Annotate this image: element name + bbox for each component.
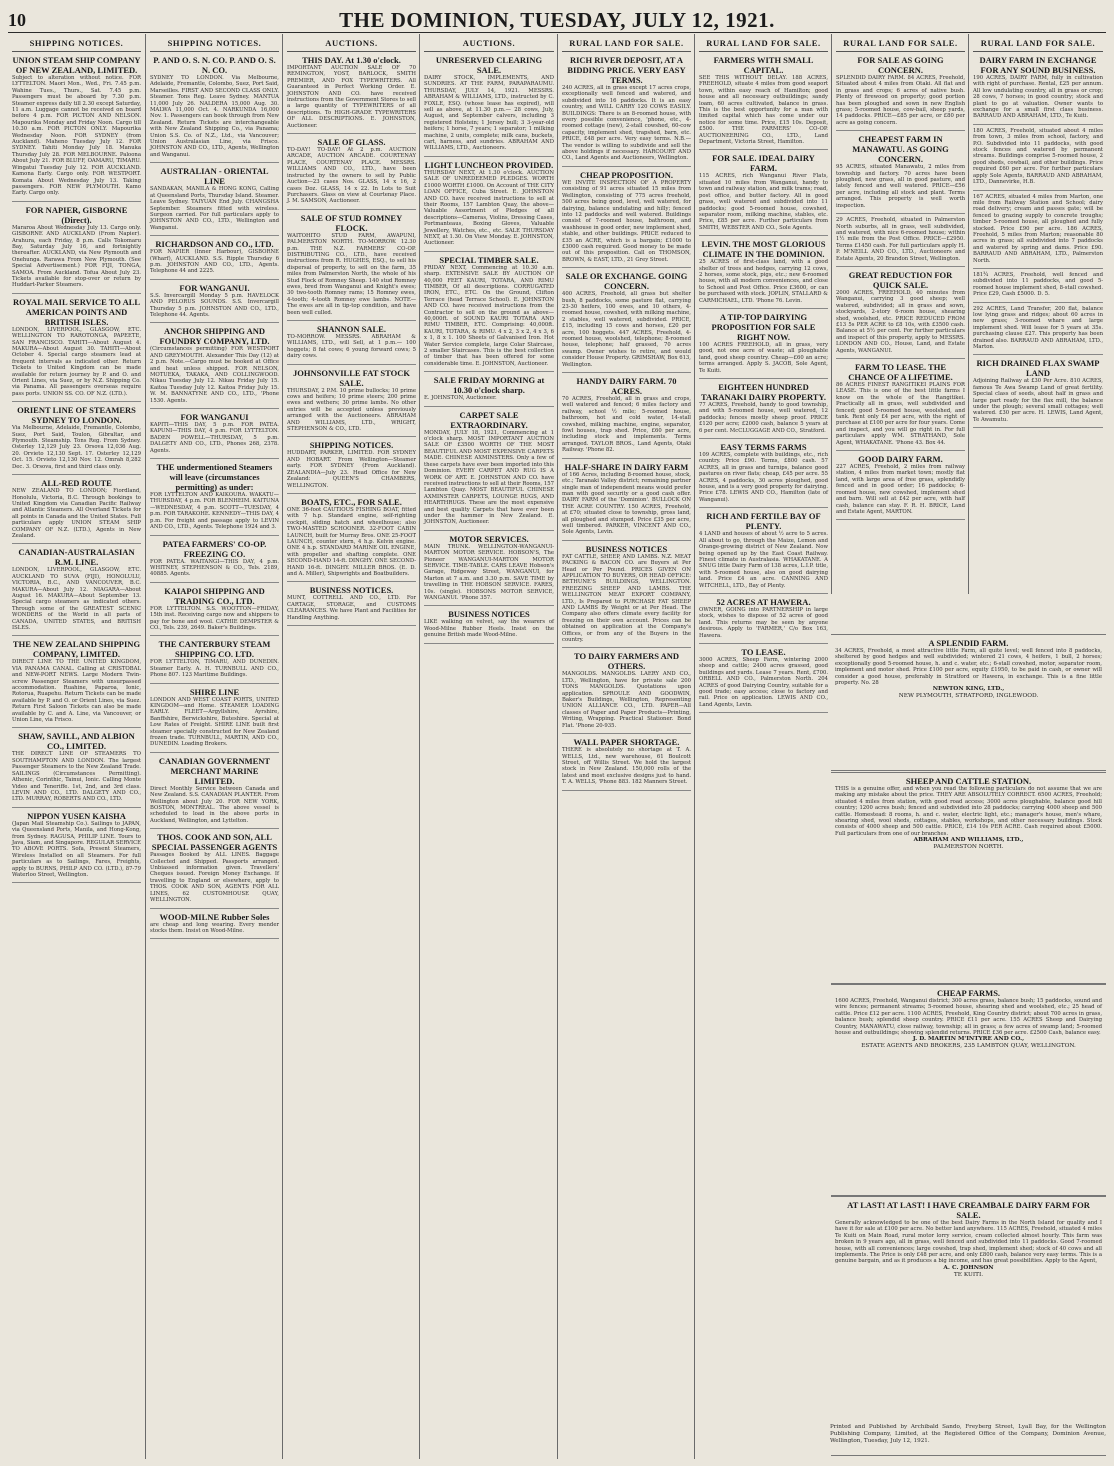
ad-heading: FOR WANGANUI [180,412,249,423]
column-heading: AUCTIONS. [424,34,554,52]
advertisement [12,475,141,544]
ad-heading: RICH AND FERTILE BAY OF PLENTY. [706,511,821,532]
ad-heading: CHEAP FARMS. [936,988,1001,998]
ad-body: 292 ACRES, Land Transfer, 200 flat, balance low lying grass and ridges; about 60 acres in new grass; 3-roomed whare and large implement shed. Will lease for 5 years at 35s. purchasing clause £27. This property has been drained also. BARRAUD AND ABRAHAM, LTD., Marton. [973,305,1103,351]
ad-body: 400 ACRES, Freehold, all grass but shelter bush, 8 paddocks, some pasture flat, carrying 23-30 heifers, 100 ewes, and 10 others, 4-roomed house, cowshed, with milking machine, 2 stables, well watered, subdivided. PRICE, £15, including 15 cows and horses, £20 per acre, 100 hoggets. 447 ACRES, Freehold, 4-roomed house, woolshed, telephone; 8-roomed house, telephone; half grassed, 70 acres swamp. Owner wishes to retire, and would consider House Property. GRIMSHAW, Box 613, Wellington. [562,291,691,368]
ad-body: 95 ACRES, situated Manawatu, 2 miles from township and factory. 70 acres have been ploughed, new grass, all in good pasture, and lately fenced and well watered. PRICE—£56 per acre, including all stock and plant. Terms arranged. This property is well worth inspection. [836,164,965,209]
ad-body: 1600 ACRES, Freehold, Wanganui district; 300 acres grass, balance bush; 15 paddocks, sound and wire fences; permanent streams; 5-roomed house, shearing shed and woolshed, etc.; 25 head of cattle. Price £12 per acre. 1100 ACRES, Freehold, King Country district; about 700 acres in grass, balance bush; splendid sheep country. PRICE £11 per acre. 155 ACRES Sheep and Dairying Country, MANAWATU, close railway, township; all in grass; a few acres of swamp land; 5-roomed house and outbuildings; showing splendid returns. PRICE £36 per acre. £2500 Cash, balance easy. [835,998,1102,1037]
ad-heading: MOTOR SERVICES. [449,533,529,544]
ad-body: 34 ACRES, Freehold, a most attractive little Farm, all quite level; well fenced into 8 paddocks, sheltered by good hedges and well subdivided; wintered 21 cows, 4 heifers, 1 bull, 2 horses; exceptionally good 5-roomed house, h. and c. water, etc.; 6-stall cowshed, motor, separator room, implement and motor shed. Price £100 per acre, equity £1950, to be paid in cash, or owner will consider a good house, preferably in Stratford or Hawera, in exchange. This is a fine little property. No. 28 [835,648,1102,687]
ad-body: LIKE walking on velvet, say the wearers of Wood-Milne Rubber Heels. Insist on the genuine British made Wood-Milne. [424,619,554,639]
advertisement [150,236,279,280]
ad-body: WAITOHITO STUD FARM, AWAPUNI, PALMERSTON NORTH. TO-MORROW. 12.30 p.m. THE N.Z. FARMERS' CO-OP. DISTRIBUTING CO., LTD., have received instructions from R. HUGHES, ESQ., to sell his dispersal of property, to sell on the farm, 35 miles from Palmerston North, the whole of his Stud Flock of Romney Sheep. 140 stud Romney ewes, bred from Wanganui and Knight's ewes; 30 two-tooth Romney rams; 15 Romney ewes, 4-tooth; 4-tooth Romney ewe lambs. NOTE—The ewes are all in tip-top condition, and have been well culled. [287,232,416,316]
ad-body: IMPORTANT AUCTION SALE OF 70 REMINGTON, YOST, BARLOCK, SMITH PREMIER, AND FOX TYPEWRITERS. All Guaranteed in Perfect Working Order. E. JOHNSTON AND CO. have received instructions from the Government Stores to sell a large quantity of TYPEWRITERS of all descriptions. To HIGH-GRADE TYPEWRITERS OF ALL DESCRIPTIONS. E. JOHNSTON, Auctioneer. [287,65,416,129]
page-number: 10 [8,9,26,30]
advertisement [287,210,416,321]
advertisement [699,150,828,236]
advertisement [150,536,279,583]
ad-heading: SHANNON SALE. [317,324,386,334]
ad-body: MANGOLDS. MANGOLDS. LAERY AND CO., LTD., Wellington, have for private sale 200 TONS MANGOLDS. Quotations upon application. SPROULE AND GOODWIN, Baker's Buildings, Wellington, Representing UNION ALLIANCE CO., LTD. PAPER—All classes of Paper and Paper Products—Printing, Writing, Wrapping. Practical Stationer. Bond Flat. 'Phone 20-935. [562,671,691,729]
ad-body: SYDNEY TO LONDON. Via Melbourne, Adelaide, Fremantle, Colombo, Suez, Port Said, Marseilles. FIRST AND SECOND CLASS ONLY. Steamer. Tons Reg. Leave Sydney. MANTUA 11,000 July 26. NALDERA 15,000 Aug. 30. MALWA 11,000 Oct. 4. NARKUNDA 16,000 Nov. 1. Passengers can book through from New Zealand. Return Tickets are interchangeable with New Zealand Shipping Co., via Panama; Union S.S. Co. of N.Z., Ltd., via Vancouver; Union Australasian Line, via Frisco. JOHNSTON AND CO., LTD., Agents, Wellington and Wanganui. [150,75,279,158]
advertisement [424,407,554,531]
advertisement [287,321,416,365]
ad-heading: GOOD DAIRY FARM. [858,454,943,465]
column-heading: AUCTIONS. [287,34,416,52]
column-heading: RURAL LAND FOR SALE. [562,34,691,52]
ad-body: Mararoa About Wednesday July 13. Cargo only. GISBORNE AND AUCKLAND (From Napier). Arahura, each Friday, 8 p.m. Calls Tokomaru Bay, Saturday July 16, and fortnightly thereafter. AUCKLAND, via New Plymouth and Onehunga. Rarawa From New Plymouth. (See Special Advertisement.) FOR FIJI, TONGA, SAMOA. From Auckland. Tofua About July 23. Tickets available for stop-over or return by Huddart-Parker Steamers. [12,224,141,289]
column-6 [694,34,832,1459]
advertisement [699,594,828,644]
ad-body: 180 ACRES, Freehold, situated about 4 miles from town, 3 miles from school, factory, and P.O. Subdivided into 11 paddocks, with good stock fences and watered by permanent streams. Buildings comprise 5-roomed house, 2 good sheds, cowbail, and other buildings. Price required £60 per acre. For further particulars apply Sole Agents, BARRAUD AND ABRAHAM, LTD., Dannevirke, H.B. [973,127,1103,186]
ad-body: THE DIRECT LINE OF STEAMERS TO SOUTHAMPTON AND LONDON. The largest Passenger Steamers to the New Zealand Trade. SAILINGS (Circumstances Permitting). Athenic, Corinthic, Tainui, Ionic. Calling Monte Video and Teneriffe. 1st, 2nd, and 3rd class. LEVIN AND CO., LTD. DALGETY AND CO., LTD. MURRAY, ROBERTS AND CO., LTD. [12,751,141,803]
wide-advertisement [831,984,1106,1196]
ad-heading: RICH RIVER DEPOSIT, AT A BIDDING PRICE. VERY EASY TERMS. [567,55,686,85]
ad-heading: TO LEASE. [741,646,786,657]
ad-body: Passages Booked by ALL LINES. Baggage Collected and Shipped. Passports arranged. Unbiassed information given. Travellers' Cheques issued. Foreign Money Exchange. If travelling to England or elsewhere, apply to THOS. COOK AND SON, AGENTS FOR ALL LINES, 62 CUSTOMHOUSE QUAY, WELLINGTON. [150,852,279,904]
wide-advertisement [831,634,1106,771]
advertisement [835,773,1102,855]
advertisement [973,303,1103,356]
ad-heading: SHEEP AND CATTLE STATION. [905,776,1032,786]
ad-heading: RICHARDSON AND CO., LTD. [155,239,274,250]
advertisement [699,236,828,309]
ad-heading: CARPET SALE EXTRAORDINARY. [450,409,528,430]
column-7 [831,34,969,594]
column-1 [8,34,145,1459]
advertisement [150,280,279,324]
ad-body: LONDON AND WEST COAST PORTS, UNITED KINGDOM—and Home. STEAMER LOADING EARLY. FLEET—Argyllshire, Ayrshire, Banffshire, Berwickshire, Buteshire. Special at Low Rates of Freight. SHIRE LINE built first steamer specially constructed for New Zealand frozen trade. TURNBULL, MARTIN, AND CO., DUNEDIN. Loading Brokers. [150,696,279,748]
advertisement [12,402,141,475]
ad-heading: ROYAL MAIL SERVICE TO ALL AMERICAN POINTS AND BRITISH ISLES. [12,296,141,327]
advertisement [562,52,691,167]
advertisement [699,508,828,594]
advertisement [150,636,279,683]
advertisement [12,52,141,202]
ad-body: FOR NAPIER (Inner Harbour), GISBORNE (Wharf), AUCKLAND. S.S. Ripple Thursday 6 p.m. JOHNSTON AND CO., LTD., Agents. Telephone 44 and 2225. [150,249,279,275]
ad-body: OWNER, GOING into PARTNERSHIP in large stock, wishes to dispose of 52 acres of good land. This returns may be seen by anyone desirous. Apply to 'FARMER,' C/o Box 163, Hawera. [699,606,828,639]
ad-body: FAT CATTLE, SHEEP, AND LAMBS. N.Z. MEAT PACKING & BACON CO. are Buyers at Per Head or Per Pound. PRICES GIVEN ON APPLICATION TO BUYERS, OR HEAD OFFICE: BETHUNE'S BUILDINGS, WELLINGTON. FREEZING SHEEP AND LAMBS. THE WELLINGTON MEAT EXPORT COMPANY, LTD., Is Prepared to PURCHASE FAT SHEEP AND LAMBS By Weight or at Per Head. The Company also offers climate every facility for freezing on their own account. Prices can be obtained on application at the Company's Offices, or from any of the Buyers in the country. [562,553,691,644]
ad-heading: EASY TERMS FARMS [720,442,807,453]
ad-body: LONDON, LIVERPOOL, GLASGOW, ETC. AUCKLAND TO SUVA (FIJI), HONOLULU, VICTORIA, B.C., AND VANCOUVER, B.C. MAKURA—About July 12. NIAGARA—About August 16. MAKURA—About September 13. Special cargo steamers as indicated others. Through some of the GREATEST SCENIC WONDERS of the World in all parts of CANADA, UNITED STATES, and BRITISH ISLES. [12,567,141,631]
ad-body: S.S. Invercargill Monday 5 p.m. HAVELOCK AND PELORUS SOUNDS. S.S. Invercargill Thursday 5 p.m. JOHNSTON AND CO., LTD., Telephone 44. Agents. [150,292,279,318]
advertisement [12,294,141,402]
advertisement [699,439,828,508]
ad-body: 4 LAND and houses of about ½ acre to 5 acres. All about to go, through the Maize, Lemon and Orange-growing district of New Zealand. Now being opened up by the East Coast Railway. Finest climate in Australasia. WHAKATANE. A SNUG little Dairy Farm of 138 acres, L.I.P. title, with 5-roomed house, also on good dairying land. Price £4 an acre. CANNING AND WITCHELL, LTD., Bay of Plenty. [699,531,828,589]
advertisement [562,268,691,373]
advertisement [150,323,279,409]
ad-heading: SPECIAL TIMBER SALE. [439,254,539,265]
ad-body: KAPITI—THIS DAY, 5 p.m. FOR PATEA. KAPUNI—THIS DAY, 4 p.m. FOR LYTTELTON. BADEN POWELL—THURSDAY, 5 p.m. DALGETY AND CO., LTD., Phones 268, 2378. Agents. [150,422,279,454]
wide-advertisement [831,1196,1106,1456]
ad-body: THURSDAY, 2 P.M. 10 prime bullocks; 10 prime cows and heifers; 10 prime steers; 200 prime ewes and wethers; 30 prime lambs. No other entries will be accepted unless previously arranged with the Auctioneers. ABRAHAM AND WILLIAMS, LTD., WRIGHT, STEPHENSON & CO., LTD. [287,387,416,433]
ad-heading: GREAT REDUCTION FOR QUICK SALE. [848,269,953,290]
advertisement [150,583,279,637]
ad-heading: WALL PAPER SHORTAGE. [573,737,680,748]
ad-heading: SALE OR EXCHANGE. GOING CONCERN. [565,271,688,292]
ad-body: THURSDAY NEXT, At 1.30 o'clock. AUCTION SALE OF UNREDEEMED PLEDGES. WORTH £1000 WORTH £1000. On Account of THE CITY LOAN OFFICE, Cuba Street. E. JOHNSTON AND CO. have received instructions to sell at their Rooms, 157 Lambton Quay, the above— Valuable Assortment of Pledges of all descriptions—Cameras, Violins, Dressing Cases, Portmanteaus, Boxing Gloves, Valuable Jewellery, Watches, etc., etc. SALE THURSDAY NEXT, at 1.30. On View Monday. E. JOHNSTON, Auctioneer. [424,169,554,247]
ad-heading: EIGHTEEN HUNDRED TARANAKI DAIRY PROPERTY. [701,382,826,402]
advertisement [562,167,691,268]
advertisement [150,409,279,459]
ad-agent-address: PALMERSTON NORTH. [933,844,1004,851]
ad-heading: CANADIAN GOVERNMENT MERCHANT MARINE LIMITED. [158,755,271,786]
advertisement [424,606,554,643]
advertisement [287,134,416,210]
ad-heading: NIPPON YUSEN KAISHA [27,810,126,821]
ad-heading: PATEA FARMERS' CO-OP. FREEZING CO. [162,538,267,559]
ad-heading: SHIPPING NOTICES. [309,440,394,451]
ad-body: Via Melbourne, Adelaide, Fremantle, Colombo, Suez, Port Said, Toulon, Gibraltar, and Plymouth. Steamship. Tons Reg. From Sydney. Osterley 12,129 July 23. Orsova 12,036 Aug. 20. Orvieto 12,130 Sept. 17. Osterley 12,129 Oct. 15. Orvieto 12,130 Nov. 12. Omrah 8,282 Dec. 3. Orsova, first and third class only. [12,425,141,470]
advertisement [150,163,279,236]
ad-heading: BUSINESS NOTICES. [309,585,394,596]
advertisement [835,1197,1102,1283]
ad-heading: THE NEW ZEALAND SHIPPING COMPANY, LIMITED. [12,639,141,660]
ad-heading: FOR SALE AS GOING CONCERN. [857,55,944,75]
ad-body: DAIRY STOCK, IMPLEMENTS, AND SUNDRIES. AT THE FARM, PARAPARAUMU. THURSDAY, JULY 14, 1921. MESSRS. ABRAHAM & WILLIAMS, LTD., instructed by C. FOXLE, ESQ. (whose lease has expired), will sell as above, at 11.30 p.m.— 28 cows, July, August, and September calvers, including 3 registered Holstein; 1 Jersey bull; 3 3-year-old heifers; 1 horse, 7 years; 1 separator; 1 milking machine, 2 units, complete; milk cans, buckets, cart, harness, and sundries. ABRAHAM AND WILLIAMS, LTD., Auctioneers. [424,75,554,152]
ad-body: 3000 ACRES, Sheep Farm, wintering 2000 sheep and cattle; 2400 acres grassed, good buildings and yards. Lease 7 years. Rent, £700. ORBELL AND CO., Palmerston North. 204 ACRES of good Dairying Country, suitable for a good trade; easy access; close to factory and rail. Price on application. LEWIS AND CO., Land Agents, Levin. [699,656,828,708]
ad-heading: ORIENT LINE OF STEAMERS SYDNEY TO LONDON. [17,405,136,426]
advertisement [150,753,279,829]
ad-heading: UNRESERVED CLEARING SALE. [435,55,543,75]
advertisement [12,202,141,294]
ad-body: WE INVITE INSPECTION OF A PROPERTY consisting of 91 acres situated 15 miles from Wellington, consisting of 775 acres freehold, 500 acres being good, level, well watered, for dairying, balance undulating and hilly; fenced into 12 paddocks and well watered. Buildings consist of 7-roomed house, bathroom, and washhouse in good order, new implement shed, stable, and other buildings. PRICE reduced to £35 an ACRE, which is a bargain; £1000 to £3000 cash required. Good money to be made out of this proposition. Call on THOMSON, BROWN, & EAST, LTD., 21 Grey Street. [562,179,691,263]
ad-body: THIS is a genuine offer, and when you read the following particulars do not assume that we are making any mistake about the price. THEY ARE ABSOLUTELY CORRECT. 6500 ACRES, Freehold; situated 4 miles from station, with good road access; 3000 acres ploughable, balance good hill country; 1200 acres bush; fenced and subdivided into 28 paddocks; carrying 4000 sheep and 500 cattle. Homestead: 8 rooms, h. and c. water, electric light, etc.; manager's house, men's whare, shearing shed, wool sheds, cottages, stables, workshops, and other necessary buildings. Stock consists of 4000 sheep and 500 cattle. PRICE, £14 10s PER ACRE. Cash required about £5000. Full particulars from one of our branches. [835,786,1102,837]
advertisement [562,459,691,541]
ad-body: THERE is absolutely no shortage at T. A. WELLS, Ltd., new warehouse, 61 Boulcott Street, off Willis Street. We hold the largest stock in New Zealand. 150,000 rolls of the latest and most exclusive designs just to hand. T. A. WELLS, 'Phone 883. 182 Manners Street. [562,747,691,786]
advertisement [150,829,279,908]
ad-heading: A SPLENDID FARM. [928,638,1009,648]
ad-heading: CANADIAN-AUSTRALASIAN R.M. LINE. [18,547,135,568]
ad-heading: CHEAP PROPOSITION. [579,169,674,180]
advertisement [424,531,554,607]
ad-heading: DAIRY FARM IN EXCHANGE FOR ANY SOUND BUSINESS. [979,55,1097,75]
advertisement [424,52,554,157]
ad-body: 86 ACRES FINEST RANGITIKEI PLAINS FOR LEASE. This is one of the best little farms I know on the whole of the Rangitikei. Practically all in grass, well subdivided and fenced; good 5-roomed house, woolshed, and tank. Rent only £4 per acre, with the right of purchase at £100 per acre for four years. Come and inspect, and you will go right in. For full particulars apply WM. STRATHAND, Sole Agent, WHAKATANE. 'Phone 43. Box 44. [836,382,965,446]
ad-heading: ALL-RED ROUTE [41,478,112,489]
ad-body: 70 ACRES, Freehold, all in grass and crops, well watered and fenced; 6 miles factory and railway, school ½ mile; 5-roomed house, bathroom, hot and cold water, 14-stall cowshed, milking machine, engine, separator, fowl houses, trap shed. Price, £60 per acre, including stock and implements. Terms arranged. TAYLOR BROS., Land Agents, Otaki Railway. 'Phone 82. [562,396,691,454]
ad-heading: FARM TO LEASE. THE CHANCE OF A LIFETIME. [848,362,953,382]
ad-body: 167 ACRES, situated 4 miles from Marton, one mile from Railway Station and School; dairy road delivery; cream and passes gate; will be fenced to grazing supply to concrete troughs; timber 5-roomed house, all ploughed and fully stocked. Price £90 per acre. 186 ACRES, Freehold, 5 miles from Marton; reasonable 80 acres in grass; all subdivided into 7 paddocks and watered by spring and dams. Price £90. BARRAUD AND ABRAHAM, LTD., Palmerston North. [973,193,1103,264]
advertisement [12,728,141,807]
column-heading: RURAL LAND FOR SALE. [973,34,1103,52]
ad-body: 109 ACRES, complete with buildings, etc., rich country. Price £90. Terms, £800 cash. 57 ACRES, all in grass and turnips, balance good pastures on river flats; cheap, £45 per acre. 55 ACRES, 4 paddocks, 30 acres ploughed, good house, and is a very good property for dairying. Price £78. LEWIS AND CO., Hamilton (late of Wanganui). [699,452,828,503]
ad-body: HUDDART, PARKER, LIMITED. FOR SYDNEY AND HOBART. From Wellington—Steamer early. FOR SYDNEY (From Auckland). ZEALANDIA—July 23. Head Office for New Zealand: QUEEN'S CHAMBERS, WELLINGTON. [287,450,416,489]
ad-heading: UNION STEAM SHIP COMPANY OF NEW ZEALAND, LIMITED. [12,55,141,75]
advertisement [562,541,691,649]
ad-body: (Circumstances permitting) FOR WESTPORT AND GREYMOUTH. Alexander This Day (12) at 2 p.m. Note.—Cargo must be booked at Office and heat unless shipped. FOR NELSON, MOTUEKA, TAKAKA, AND COLLINGWOOD. Nikau Tuesday July 12. Nikau Friday July 15. Kaitoa Tuesday July 12. Kaitoa Friday July 15. W. M. BANNATYNE AND CO., LTD., 'Phone 1530. Agents. [150,346,279,404]
advertisement [150,909,279,940]
ad-body: ONE 36-foot CAUTIOUS FISHING BOAT, fitted with 7 h.p. Standard engine, self-righting cockpit, sliding hatch and wheelhouse; also TWO-MASTED SCHOONER. 32-FOOT CABIN LAUNCH, built for Murray Bros. ONE 25-FOOT LAUNCH, counter stern, 4 h.p. Kelvin engine. ONE 4 h.p. STANDARD MARINE OIL ENGINE, with propeller and shafting complete. ONE SECOND-HAND 14-ft. DINGHY. ONE SECOND-HAND 16-ft. DINGHY. MILLER BROS. (E. D. and A. Miller), Shipwrights and Boatbuilders. [287,506,416,577]
advertisement [973,125,1103,191]
ad-body: FOR LYTTELTON AND KAIKOURA. WAKATU—THURSDAY, 4 p.m. FOR BLENHEIM. KAITUNA—WEDNESDAY, 4 p.m. SCOTT—TUESDAY, 4 p.m. FOR TARAKOHE. KENNEDY—THIS DAY, 4 p.m. For freight and passage apply to LEVIN AND CO., LTD., Agents. Telephone 1924 and 3. [150,492,280,531]
ad-body: Adjoining Railway at £30 Per Acre. 810 ACRES, famous Te Awa Swamp Land of great fertility. Special class of seeds, about half in grass and large part ready for the flax mill, the balance under the plough; several small cottages; well watered. £30 per acre. H. LEWIS, Land Agent, Te Awamutu. [973,378,1103,423]
ad-body: 181¾ ACRES, Freehold, well fenced and subdivided into 11 paddocks, and good 5-roomed house implement shed, 8-stall cowshed. Price £29, Cash £5000. D. 5. [973,271,1103,298]
advertisement [562,373,691,459]
ad-body: TO-MORROW. MESSRS. ABRAHAM & WILLIAMS, LTD., will Sell, at 1 p.m.— 100 hoggets; 8 fat cows; 6 young forward cows; 5 dairy cows. [287,334,416,360]
ad-heading: THE CANTERBURY STEAM SHIPPING CO. LTD. [158,639,271,660]
advertisement [836,214,965,267]
ad-agent: A. C. JOHNSON [943,1264,994,1271]
ad-body: E. JOHNSTON, Auctioneer. [424,395,497,402]
ad-body: SPLENDID DAIRY FARM. 84 ACRES, Freehold, Situated about 4 miles from Otaki. All flat and in grass and crops; 6 acres of native bush. Plenty of firewood on property; good portion has been ploughed and sown in new English grass; 5-roomed house, cow-bail, sheep yards, 14 paddocks. PRICE—£85 per acre, or £80 per acre as going concern. [836,75,965,126]
advertisement [150,459,279,535]
wide-advertisement [831,772,1106,984]
column-3 [282,34,420,1459]
ad-heading: BOATS, ETC., FOR SALE. [301,496,402,507]
advertisement [835,985,1102,1054]
ad-agent-address: ESTATE AGENTS AND BROKERS, 235 LAMBTON QUAY, WELLINGTON. [861,1043,1076,1050]
imprint-footer: Printed and Published by Archibald Sando, Freyberg Street, Lyall Bay, for the Wellington Publishing Company, Limited, at the Registered Office of the Company, Dominion Avenue, Wellington, Tuesday, July 12, 1921. [830,1424,1106,1444]
ad-agent-address: TE KUITI. [953,1271,984,1278]
advertisement [150,684,279,753]
ad-body: Generally acknowledged to be one of the best Dairy Farms in the North Island for quality and I have it for sale at £100 per acre. No better land anywhere. 115 ACRES, Freehold, situated 4 miles Te Kuiti on Main Road, rural motor lorry service, cream collected almost hourly. This farm was broken in 9 years ago, all in grass, well fenced and subdivided into 11 paddocks. Good 7-roomed house, with all conveniences; large cowshed, trap shed, implement shed; stock of 40 cows and all implements. The Price is only £48 per acre, and only £800 cash, balance very easy terms. This is a genuine bargain, and as it produces a big income, and has great possibilities. Apply to the Agent, [835,1220,1102,1265]
column-heading: RURAL LAND FOR SALE. [836,34,965,52]
advertisement [562,734,691,790]
ad-body: SEE THIS WITHOUT DELAY. 188 ACRES, FREEHOLD, situate 4 miles from good seaport town, within easy reach of Hamilton; good house and all necessary outbuildings; sandy loam, 60 acres cultivated, balance in grass. This is the best opportunity for a man with limited capital which has come under our notice for some time. Price, £15 10s. Deposit, £500. THE FARMERS' CO-OP. AUCTIONEERING CO., LTD., Land Department, Victoria Street, Hamilton. [699,75,828,146]
advertisement [12,636,141,728]
ad-body: LONDON, LIVERPOOL, GLASGOW, ETC. WELLINGTON TO RAROTONGA, PAPEETE, SAN FRANCISCO. TAHITI—About August 4. MAKURA—About August 30. TAHITI—About October 4. Special cargo steamers lead at frequent intervals as indicated other. Return Tickets to United Kingdom can be made available for return journey by P. and O. and Orient Lines, via Suez, or by N.Z. Shipping Co. via Panama. All passengers overseas require pass ports. UNION SS. CO. OF N.Z. (LTD.). [12,326,141,397]
advertisement [424,157,554,252]
advertisement [287,52,416,134]
ad-heading: FOR NAPIER, GISBORNE (Direct). [25,204,128,225]
ad-body: 2000 ACRES, FREEHOLD, 40 minutes from Wanganui, carrying 3 good sheep; well watered, subdivided; all in grass and sown, stockyards, 2-story 6-room house, shearing shed, woolshed, etc. PRICE REDUCED FROM £13 5s PER ACRE to £8 10s, with £3500 cash. Balance at 5½ per cent. For further particulars and inspect of this property, apply to MESSRS. LONDON AND CO., House, Land, and Estate Agents, WANGANUI. [836,289,965,354]
column-heading: SHIPPING NOTICES. [12,34,141,52]
ad-body: are cheap and long wearing. Every mender stocks them. Insist on Wood-Milne. [150,921,279,934]
ad-body: DIRECT LINE TO THE UNITED KINGDOM, VIA PANAMA CANAL. Calling at CRISTOBAL and NEW-PORT NEWS. Large Modern Twin-screw Passenger Steamers with unsurpassed accommodation. Ruahine, Paparoa, Ionic, Rotorua, Ruapehu. Return Tickets can be made available by P. and O. or Orient Lines, via Suez. Return First Saloon Tickets can also be made available by C. and A. Line, via Vancouver, or Union Line, via Frisco. [12,659,141,724]
advertisement [973,52,1103,125]
column-5 [557,34,695,1459]
ad-heading: THIS DAY. At 1.30 o'clock. [302,55,401,65]
ad-agent: J. D. MARTIN M'INTYRE AND CO., [912,1036,1025,1043]
ad-heading: FARMERS WITH SMALL CAPITAL. [713,55,814,75]
ad-heading: LEVIN. THE MOST GLORIOUS CLIMATE IN THE DOMINION. [701,239,826,260]
advertisement [836,451,965,520]
ad-body: MONDAY, JULY 18, 1921, Commencing at 1 o'clock sharp. MOST IMPORTANT AUCTION SALE OF £3500 WORTH OF THE MOST BEAUTIFUL AND MOST EXPENSIVE CARPETS MADE. CHINESE AXMINSTERS. Only a few of these carpets have ever been imported into this Dominion. EVERY CARPET AND RUG IS A WORK OF ART. E. JOHNSTON AND CO. have received instructions to sell at their Rooms, 157 Lambton Quay. MOST BEAUTIFUL CHINESE AXMINSTER CARPETS, LOUNGE RUGS, AND HEARTHRUGS. These are the most expensive and best quality Carpets that have ever been under the hammer in New Zealand. E. JOHNSTON, Auctioneer. [424,429,554,526]
advertisement [699,379,828,439]
ad-body: Subject to alteration without notice. FOR LYTTELTON. Maori Mon., Wed., Fri. 7.45 p.m. Wahine Tues., Thurs., Sat. 7.45 p.m. Passengers must be aboard by 7.30 p.m. Steamer express daily till 2.30 except Saturday, 11 a.m. Luggage cannot be received on board before 4 p.m. FOR PICTON AND NELSON. Mapourika Monday and Friday Noon. Cargo till 10.30 a.m. FOR PICTON ONLY. Mapourika Wednesday Noon. FOR SYDNEY (from Auckland). Maheno Tuesday July 12. FOR SYDNEY. Tahiti Monday July 18. Manuka Thursday July 28. FOR MELBOURNE. Paloona About July 21. FOR BLUFF, OAMARU, TIMARU. Wingatui Tuesday July 12. FOR AUCKLAND. Kamona Early. Cargo only. FOR WESTPORT. Komata About Wednesday July 13. Taking passengers. FOR NEW PLYMOUTH. Kamo Early. Cargo only. [12,75,141,197]
ad-heading: 52 ACRES AT HAWERA. [716,596,811,607]
advertisement [424,252,554,373]
ad-heading: LIGHT LUNCHEON PROVIDED. [424,159,554,170]
ad-agent: ABRAHAM AND WILLIAMS, LTD., [913,837,1024,844]
ad-body: 25 ACRES of first-class land, with a good shelter of trees and hedges, carrying 12 cows, 2 horses, some stock, pigs, etc.; new 6-roomed house, with all modern conveniences, and close to School and Post Office. Price £3600, or can be purchased with stock. JOPLIN, STALLARD & CARMICHAEL, LTD. 'Phone 76. Levin. [699,259,828,304]
ad-heading: CHEAPEST FARM IN MANAWATU. AS GOING CONCERN. [852,134,949,165]
advertisement [287,494,416,582]
advertisement [836,267,965,359]
column-heading: SHIPPING NOTICES. [150,34,279,52]
masthead [8,8,1106,33]
column-heading: RURAL LAND FOR SALE. [699,34,828,52]
ad-heading: FOR SALE. IDEAL DAIRY FARM. [712,153,815,174]
advertisement [836,359,965,451]
advertisement [699,52,828,150]
ad-heading: SHIRE LINE [189,686,240,697]
ad-heading: BUSINESS NOTICES [585,543,668,554]
ad-body: NEW ZEALAND TO LONDON; Fiordland, Honolulu, Victoria, B.C. Through bookings to United Kingdom via Canadian Pacific Railway and Atlantic Steamers. All Overland Tickets for all points in Canada and the United States. Full particulars apply UNION STEAM SHIP COMPANY OF N.Z. (LTD.), Agents in New Zealand. [12,488,141,539]
ad-body: of 166 Acres, including 8-roomed house, stock, etc.; Taranaki Valley district; remaining partner single man of independent means would prefer man with good security or a good cash offer. DAIRY FARM of the 'Dominion'. BULLOCK ON THE ACRE COUNTRY. 150 ACRES, Freehold, at £70; situated close to township, gross land, all ploughed and stumped. Price £35 per acre, well timbered. PARKER, VINCENT AND CO., Sole Agents, Levin. [562,471,691,536]
column-2 [145,34,283,1459]
ad-heading: AUSTRALIAN - ORIENTAL LINE [160,166,269,187]
ad-heading: P. AND O. S. N. CO. P. AND O. S. N. CO. [153,55,276,75]
ad-body: MAIN TRUNK. WELLINGTON-WANGANUI-MARTON MOTOR SERVICE. HOBSON'S, The Pioneer WANGANUI-MARTON MOTOR SERVICE. TIME-TABLE. CARS LEAVE Hobson's Garage, Ridgeway Street, WANGANUI, for Marton at 7 a.m. and 3.30 p.m. SAVE TIME by travelling in THE HOBSON SERVICE. FARES, 10s. (single). HOBSONS MOTOR SERVICE, WANGANUI. 'Phone 357. [424,543,554,601]
ad-heading: SALE OF STUD ROMNEY FLOCK. [300,212,403,233]
ad-heading: THE undermentioned Steamers will leave (circumstances permitting) as under: [156,462,273,493]
advertisement [150,52,279,163]
ad-body: FOR LYTTELTON. S.S. WOOTTON—FRIDAY, 15th inst. Receiving cargo now and shippers to pay for bone and wool. CATHIE DEMPSTER & CO., Tels. 239, 2649. Baker's Buildings. [150,605,279,631]
ad-heading: FOR WANGANUI. [179,282,250,293]
ad-heading: WOOD-MILNE Rubber Soles [159,911,270,922]
column-8 [968,34,1107,594]
ad-heading: A TIP-TOP DAIRYING PROPOSITION FOR SALE RIGHT NOW. [711,311,816,342]
ad-heading: BUSINESS NOTICES [448,609,530,620]
advertisement [836,52,965,131]
ad-heading: TO DAIRY FARMERS AND OTHERS. [573,651,680,672]
advertisement [424,372,554,406]
advertisement [973,269,1103,303]
ad-body: 115 ACRES, rich Wanganui River Flats, situated 10 miles from Wanganui, handy to town and railway station, and milk trams; road, post office, and butter factory. All in good grass, well watered and subdivided into 11 paddocks; good 5-roomed house, cowshed, separator room, milking machine, stables, etc. Price, £85 per acre. Further particulars from SMITH, WEBSTER AND CO., Sole Agents. [699,173,828,231]
advertisement [12,544,141,636]
ad-heading: SALE FRIDAY MORNING at 10.30 o'clock sharp. [433,375,545,396]
ad-agent-address: NEW PLYMOUTH, STRATFORD, INGLEWOOD. [898,693,1039,700]
advertisement [699,644,828,713]
column-4 [419,34,558,1459]
ad-body: 227 ACRES, Freehold, 2 miles from railway station, 4 miles from market town; mostly flat land, with large area of free grass, splendidly fenced and in good order; 16 paddocks; 6-roomed house, new cowshed, implement shed and barn. Will sell at £42 per acre, with half cash, balance can stay. F. R. H. BRICE, Land and Estate Agent, MARTON. [836,464,965,515]
ad-body: MUNT, COTTRELL AND CO., LTD. For CARTAGE, STORAGE, and CUSTOMS CLEARANCES. We have Plant and Facilities for Handling Anything. [287,595,416,621]
ad-heading: ANCHOR SHIPPING AND FOUNDRY COMPANY, LTD. [159,326,270,347]
advertisement [562,648,691,734]
advertisement [12,808,141,884]
advertisement [835,635,1102,704]
advertisement [973,191,1103,269]
ad-body: FOR PATEA. WAITANGI—THIS DAY, 4 p.m. WHITNEY, STEPHENSON & CO., Tels. 2189, 40885. Agents. [150,558,279,578]
ad-agent: NEWTON KING, LTD., [932,686,1005,693]
ad-heading: SALE OF GLASS. [317,137,386,148]
ad-body: 29 ACRES, Freehold, situated in Palmerston North suburbs, all in grass, well subdivided, and watered, with nice 6-roomed house; within 1½ mile from the Post Office. PRICE—£2950. Terms £1450 cash. For full particulars apply H. P. M'NEILL AND CO., LTD., Auctioneers and Estate Agents, 20 Brandon Street, Wellington. [836,217,965,262]
ad-body: (Japan Mail Steamship Co.). Sailings to JAPAN, via Queensland Ports, Manila, and Hong-Kong, from Sydney. RAGUSA, PHILIP LINE. Tours to Java, Siam, and Singapore. REGULAR SERVICE TO ABOVE PORTS. Sofa, Present Steamers, Wireless Installed on all Steamers. For full particulars as to Sailings, Fares, Freights, apply to BURNS, PHILP AND CO. (LTD.), 87-79 Waterloo Street, Wellington. [12,820,141,878]
ad-heading: SHAW, SAVILL, AND ALBION CO., LIMITED. [18,731,135,752]
ad-body: 190 ACRES, DAIRY FARM, fully in cultivation with right of purchase. Rental, £25 per annum. All low undulating country, all in grass or crop; 28 cows, 7 horses; in good country; stock and plant to go at valuation. Owner wants to exchange for a small first class business. BARRAUD AND ABRAHAM, LTD., Te Kuiti. [973,75,1103,120]
ad-heading: HANDY DAIRY FARM. 70 ACRES. [576,376,677,397]
ad-body: 100 ACRES FREEHOLD, all in grass, very good, not one acre of waste; all ploughable land, good sheep country. Cheap—£60 an acre; terms arranged. Apply S. JACOB, Sole Agent, Te Kuiti. [699,341,828,374]
advertisement [973,355,1103,428]
advertisement [836,131,965,214]
ad-heading: THOS. COOK AND SON, ALL SPECIAL PASSENGER AGENTS [151,832,278,853]
advertisement [287,437,416,493]
ad-body: Direct Monthly Service between Canada and New Zealand. S.S. CANADIAN PLANTER. From Wellington about July 20. FOR NEW YORK, BOSTON, MONTREAL. The above vessel is scheduled to load in the above ports in Auckland, Wellington, and Lyttelton. [150,785,279,824]
advertisement [699,309,828,379]
ad-heading: AT LAST! AT LAST! I HAVE CREAMBALE DAIRY FARM FOR SALE. [847,1200,1090,1220]
ad-body: 240 ACRES, all in grass except 17 acres crops, exceptionally well fenced and watered, and subdivided into 16 paddocks. It is an easy country, and WILL CARRY 120 COWS EASILY. BUILDINGS: There is an 8-roomed house, with every possible convenience, 'phone, etc., 4-roomed cottage (new), 2-stall cowshed, 60-cow capacity, implement shed, trapshed, barn, etc. PRICE, £48 per acre. Very easy terms. N.B.—The vendor is willing to subdivide and sell the above holdings if necessary. HARCOURT AND CO., Land Agents and Auctioneers, Wellington. [562,85,691,162]
advertisement [287,365,416,438]
ad-body: TO-DAY! TO-DAY! At 2 p.m. AUCTION ARCADE, AUCTION ARCADE. COURTENAY PLACE, COURTENAY PLACE. MESSRS. WILLIAMS AND CO., LTD., have been instructed by the owners to sell by Public Auction—23 cases Nos. GLASS, 14 x 16, 2 cases Doz. GLASS, 14 x 22. In Lots to Suit Purchasers. Glass on view at Courtenay Place. J. M. SAMSON, Auctioneer. [287,147,416,205]
advertisement [287,582,416,626]
ad-heading: KAIAPOI SHIPPING AND TRADING CO., LTD. [164,585,265,606]
ad-heading: HALF-SHARE IN DAIRY FARM [564,461,689,472]
ad-body: SANDAKAN, MANILA & HONG KONG, Calling at Queensland Ports, Thursday Island. Steamer. Leave Sydney. TAIYUAN End July. CHANGSHA September. Steamers fitted with wireless. Surgeon carried. For full particulars apply to JOHNSTON AND CO., LTD., Wellington and Wanganui. [150,186,279,231]
ad-body: FRIDAY NEXT, Commencing at 10.30 a.m. sharp. EXTENSIVE SALE BY AUCTION OF 40,000 FEET KAURI, TOTARA, AND RIMU TIMBER, Of all descriptions. CORRUGATED IRON, ETC., ETC. On the Ground, Clifton Terrace (head Terrace School). E. JOHNSTON AND CO. have received instructions from the Contractor to sell on the ground as above— 40,000ft. of SOUND KAURI TOTARA AND RIMU TIMBER, ETC. Comprising: 40,000ft. KAURI, TOTARA, & RIMU. 4 x 2, 3 x 2, 4 x 3, 6 x 1, 8 x 1. 100 Sheets of Galvanised Iron. Hot Water Service complete, large Colar Staircase, 2 smaller Staircases. This is the best collection of timber that has been offered for some considerable time. E. JOHNSTON, Auctioneer. [424,264,554,367]
newspaper-title: THE DOMINION, TUESDAY, JULY 12, 1921. [339,7,775,32]
ad-body: FOR LYTTELTON, TIMARU, AND DUNEDIN. Steamer Early. A. H. TURNBULL AND CO., Phone 807. 123 Maritime Buildings. [150,659,279,679]
ad-heading: JOHNSONVILLE FAT STOCK SALE. [293,367,410,388]
ad-body: 77 ACRES, Freehold, handy to good township, and with 5-roomed house, well watered, 12 paddocks; fences mostly sheep proof. PRICE £120 per acre; £2000 cash, balance 5 years at 6 per cent. McCLUGGAGE AND CO., Stratford. [699,402,828,434]
ad-heading: RICH DRAINED FLAX SWAMP LAND [976,358,1100,379]
